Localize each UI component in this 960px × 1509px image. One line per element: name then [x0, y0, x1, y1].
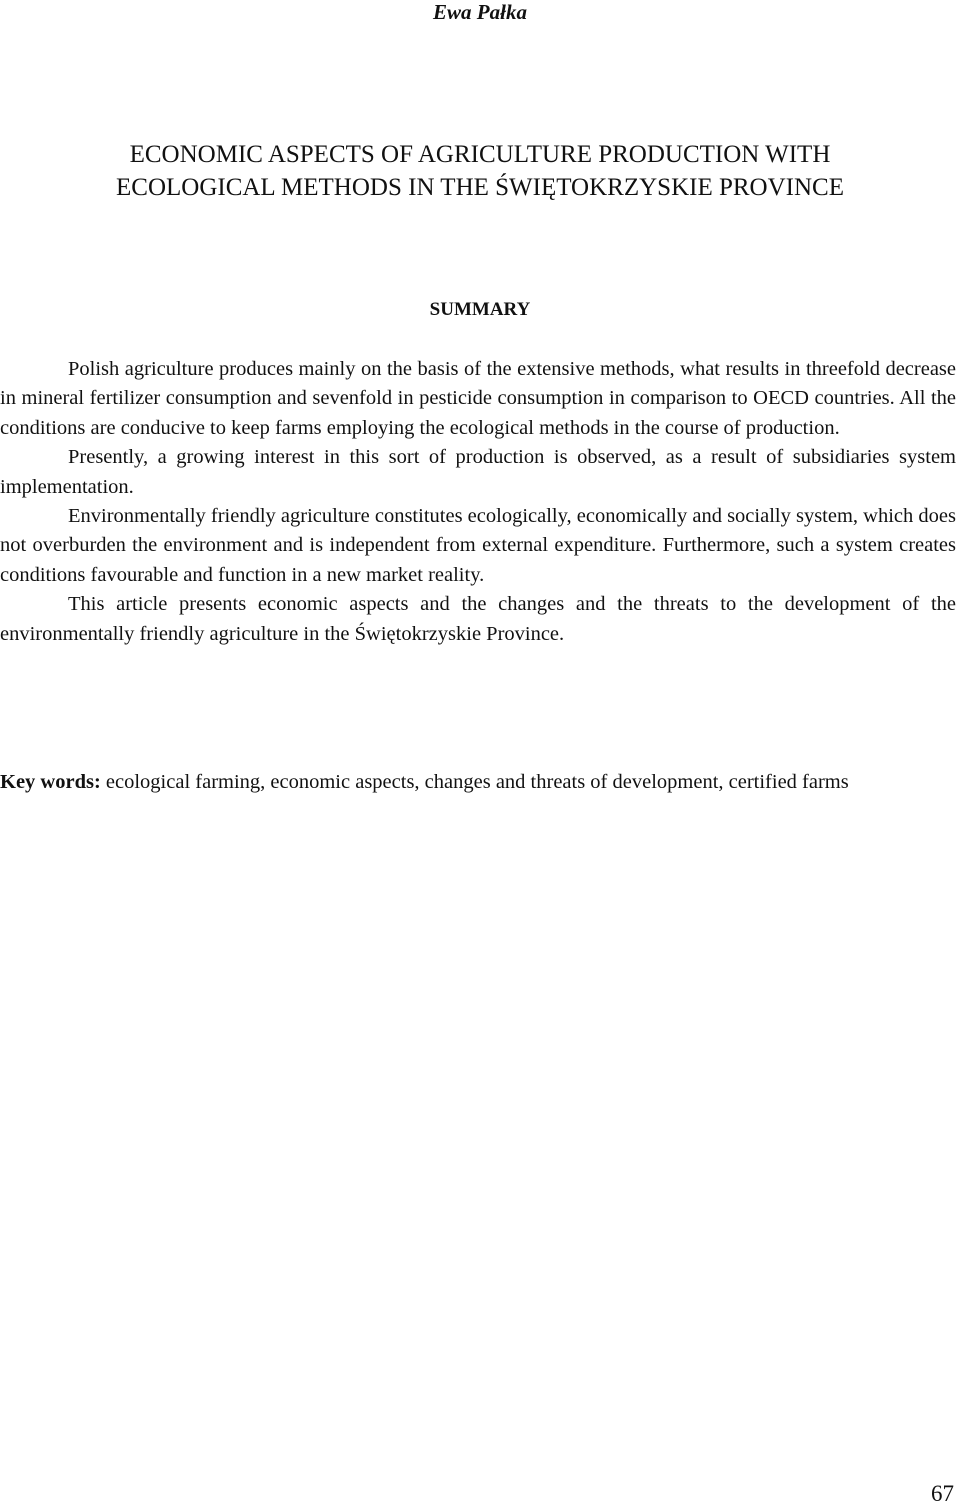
running-header-author: Ewa Pałka [433, 0, 527, 24]
summary-heading: SUMMARY [429, 299, 531, 320]
article-title-line-2: ECOLOGICAL METHODS IN THE ŚWIĘTOKRZYSKIE PROVINCE [116, 174, 844, 201]
keywords-text: ecological farming, economic aspects, changes and threats of development, certified farms [100, 771, 849, 793]
summary-paragraph-1: Polish agriculture produces mainly on the basis of the extensive methods, what results in threefold decrease in mineral fertilizer consumption and sevenfold in pesticide consumption in comparison to OECD countries. All the conditions are conducive to keep farms employing the ecological methods in the course of production. [0, 358, 956, 439]
summary-paragraph-2: Presently, a growing interest in this sort of production is observed, as a result of subsidiaries system implementation. [0, 446, 956, 498]
keywords-block [0, 768, 956, 797]
page-number: 67 [931, 1481, 954, 1506]
summary-paragraph-3: Environmentally friendly agriculture constitutes ecologically, economically and socially system, which does not overburden the environment and is independent from external expenditure. Furthermore, such a system creates conditions favourable and function in a new market reality. [0, 505, 956, 586]
article-title [0, 138, 960, 204]
summary-body [0, 355, 956, 649]
article-title-line-1: ECONOMIC ASPECTS OF AGRICULTURE PRODUCTION WITH [129, 141, 831, 168]
summary-paragraph-4: This article presents economic aspects and the changes and the threats to the development of the environmentally friendly agriculture in the Świętokrzyskie Province. [0, 593, 956, 645]
keywords-label: Key words: [0, 771, 101, 793]
